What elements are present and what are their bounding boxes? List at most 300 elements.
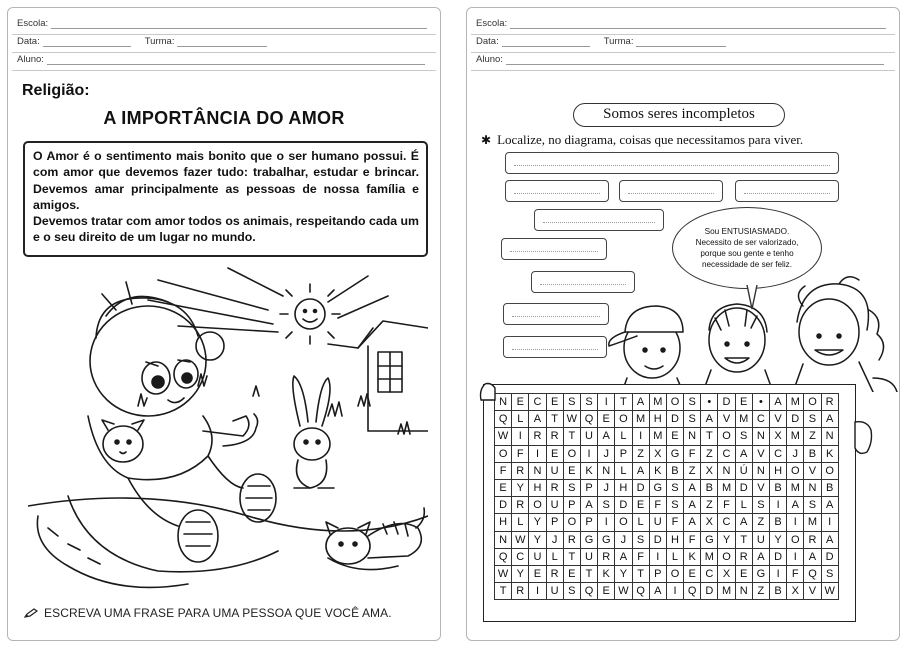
grid-cell[interactable]: D [701, 583, 718, 600]
grid-cell[interactable]: E [495, 479, 512, 496]
grid-cell[interactable]: V [718, 411, 735, 428]
grid-cell[interactable]: S [563, 479, 580, 496]
grid-cell[interactable]: O [563, 514, 580, 531]
grid-cell[interactable]: F [684, 531, 701, 548]
grid-cell[interactable]: Q [804, 565, 821, 582]
grid-cell[interactable]: O [529, 497, 546, 514]
grid-cell[interactable]: P [580, 514, 597, 531]
grid-cell[interactable]: R [512, 462, 529, 479]
grid-cell[interactable]: I [512, 428, 529, 445]
grid-cell[interactable]: G [666, 445, 683, 462]
school-label: Escola: [17, 18, 49, 29]
instruction-text: ESCREVA UMA FRASE PARA UMA PESSOA QUE VOCÊ AMA. [44, 606, 392, 620]
grid-cell[interactable]: M [632, 411, 649, 428]
grid-cell[interactable]: W [563, 411, 580, 428]
grid-cell[interactable]: D [666, 411, 683, 428]
rabbit-icon [293, 376, 334, 488]
grid-cell[interactable]: I [529, 583, 546, 600]
grid-cell[interactable]: G [701, 531, 718, 548]
grid-cell[interactable]: B [770, 479, 787, 496]
grid-cell[interactable]: A [615, 548, 632, 565]
grid-cell[interactable]: G [580, 531, 597, 548]
grid-cell[interactable]: L [666, 548, 683, 565]
grid-cell[interactable]: B [770, 514, 787, 531]
grid-cell[interactable]: I [580, 445, 597, 462]
grid-cell[interactable]: H [495, 514, 512, 531]
grid-cell[interactable]: F [684, 445, 701, 462]
grid-row [495, 411, 839, 428]
grid-cell[interactable]: H [529, 479, 546, 496]
grid-cell[interactable]: I [598, 394, 615, 411]
grid-cell[interactable]: R [512, 497, 529, 514]
grid-cell[interactable]: S [752, 497, 769, 514]
grid-cell[interactable]: F [718, 497, 735, 514]
grid-cell[interactable]: A [821, 497, 838, 514]
grid-cell[interactable]: V [804, 583, 821, 600]
grid-cell[interactable]: W [495, 565, 512, 582]
grid-cell[interactable]: R [529, 428, 546, 445]
girl-cartoon [68, 282, 278, 572]
grid-cell[interactable]: T [615, 394, 632, 411]
grid-cell[interactable]: N [752, 462, 769, 479]
grid-cell[interactable]: J [546, 531, 563, 548]
header-divider [471, 52, 895, 53]
grid-cell[interactable]: A [529, 411, 546, 428]
grid-cell[interactable]: B [770, 583, 787, 600]
grid-cell[interactable]: S [666, 479, 683, 496]
grid-cell[interactable]: P [649, 565, 666, 582]
grid-cell[interactable]: P [580, 479, 597, 496]
header-divider [12, 70, 436, 71]
grid-cell[interactable]: E [598, 411, 615, 428]
grid-cell[interactable]: D [649, 531, 666, 548]
grid-cell[interactable]: I [632, 428, 649, 445]
grid-cell[interactable]: E [546, 394, 563, 411]
grid-cell[interactable]: E [735, 565, 752, 582]
grid-cell[interactable]: A [735, 445, 752, 462]
grid-cell[interactable]: J [598, 445, 615, 462]
grid-cell[interactable]: Ú [735, 462, 752, 479]
grid-cell[interactable]: H [770, 462, 787, 479]
grid-cell[interactable]: V [804, 462, 821, 479]
grid-cell[interactable]: R [563, 531, 580, 548]
grid-cell[interactable]: E [684, 565, 701, 582]
grid-cell[interactable]: I [529, 445, 546, 462]
grid-cell[interactable]: T [495, 583, 512, 600]
grid-cell[interactable]: I [787, 514, 804, 531]
answer-box-9[interactable] [503, 336, 607, 358]
grid-cell[interactable]: E [546, 445, 563, 462]
grid-cell[interactable]: K [684, 548, 701, 565]
left-hand [477, 380, 499, 404]
grid-cell[interactable]: R [512, 583, 529, 600]
girl-with-animals-illustration [28, 266, 428, 596]
grid-cell[interactable]: Q [580, 583, 597, 600]
grid-cell[interactable]: E [529, 565, 546, 582]
grid-cell[interactable]: T [580, 565, 597, 582]
grid-cell[interactable]: Y [718, 531, 735, 548]
grid-cell[interactable]: N [495, 531, 512, 548]
grid-row [495, 462, 839, 479]
word-search-board [483, 384, 856, 622]
grid-cell[interactable]: I [821, 514, 838, 531]
grid-cell[interactable]: A [684, 479, 701, 496]
grid-cell[interactable]: U [529, 548, 546, 565]
grid-cell[interactable]: C [718, 514, 735, 531]
grid-row [495, 531, 839, 548]
grid-cell[interactable]: C [718, 445, 735, 462]
grid-cell[interactable]: A [632, 394, 649, 411]
grid-cell[interactable]: L [615, 462, 632, 479]
grid-cell[interactable]: S [632, 531, 649, 548]
grid-cell[interactable]: P [563, 497, 580, 514]
grid-cell[interactable]: O [666, 394, 683, 411]
grid-cell[interactable]: M [804, 514, 821, 531]
grid-cell[interactable]: E [666, 428, 683, 445]
grid-cell[interactable]: X [718, 565, 735, 582]
header-divider [471, 34, 895, 35]
grid-cell[interactable]: P [546, 514, 563, 531]
grid-cell[interactable]: O [495, 445, 512, 462]
grid-cell[interactable]: S [598, 497, 615, 514]
grid-cell[interactable]: J [598, 479, 615, 496]
grid-cell[interactable]: O [615, 514, 632, 531]
grid-row [495, 428, 839, 445]
grid-cell[interactable]: Z [752, 514, 769, 531]
grid-cell[interactable]: E [598, 583, 615, 600]
grid-cell[interactable]: B [821, 479, 838, 496]
grid-cell[interactable]: R [735, 548, 752, 565]
grid-cell[interactable]: A [649, 583, 666, 600]
grid-cell[interactable]: D [495, 497, 512, 514]
grid-cell[interactable]: O [787, 462, 804, 479]
school-field [476, 18, 886, 29]
grid-cell[interactable]: B [804, 445, 821, 462]
grid-cell[interactable]: S [804, 497, 821, 514]
grid-cell[interactable]: X [787, 583, 804, 600]
grid-cell[interactable]: U [580, 548, 597, 565]
grid-cell[interactable]: U [580, 428, 597, 445]
grid-cell[interactable]: E [632, 497, 649, 514]
grid-cell[interactable]: O [563, 445, 580, 462]
grid-cell[interactable]: A [598, 428, 615, 445]
grid-cell[interactable]: A [787, 497, 804, 514]
grid-cell[interactable]: M [787, 428, 804, 445]
grid-cell[interactable]: R [546, 428, 563, 445]
grid-cell[interactable]: N [495, 394, 512, 411]
grid-cell[interactable]: S [666, 497, 683, 514]
grid-cell[interactable]: Q [580, 411, 597, 428]
answer-box-1[interactable] [505, 152, 839, 174]
grid-cell[interactable]: N [821, 428, 838, 445]
grid-cell[interactable]: N [718, 462, 735, 479]
grid-cell[interactable]: W [821, 583, 838, 600]
date-class-field [17, 36, 267, 47]
grid-cell[interactable]: C [752, 411, 769, 428]
grid-cell[interactable]: M [735, 411, 752, 428]
grid-row [495, 565, 839, 582]
grid-cell[interactable]: • [701, 394, 718, 411]
school-field [17, 18, 427, 29]
grid-cell[interactable]: M [718, 583, 735, 600]
grid-cell[interactable]: Z [752, 583, 769, 600]
grid-cell[interactable]: M [787, 479, 804, 496]
answer-box-3[interactable] [619, 180, 723, 202]
student-field [476, 54, 884, 65]
grid-cell[interactable]: D [821, 548, 838, 565]
answer-box-8[interactable] [503, 303, 609, 325]
grid-cell[interactable]: A [632, 462, 649, 479]
grid-cell[interactable]: O [615, 411, 632, 428]
grid-cell[interactable]: V [752, 445, 769, 462]
grid-cell[interactable]: C [512, 548, 529, 565]
grid-cell[interactable]: R [546, 479, 563, 496]
grid-cell[interactable]: P [615, 445, 632, 462]
grid-cell[interactable]: C [529, 394, 546, 411]
grid-cell[interactable]: B [701, 479, 718, 496]
grid-cell[interactable]: A [752, 548, 769, 565]
grid-cell[interactable]: E [563, 462, 580, 479]
grid-cell[interactable]: T [546, 411, 563, 428]
grid-cell[interactable]: S [684, 394, 701, 411]
grid-cell[interactable]: T [563, 548, 580, 565]
grid-row [495, 445, 839, 462]
grid-cell[interactable]: A [770, 394, 787, 411]
grid-cell[interactable]: A [821, 411, 838, 428]
grid-cell[interactable]: S [804, 411, 821, 428]
grid-cell[interactable]: Q [632, 583, 649, 600]
grid-cell[interactable]: Q [495, 548, 512, 565]
grid-cell[interactable]: F [649, 497, 666, 514]
speech-line: Necessito de ser valorizado, [695, 238, 799, 247]
grid-cell[interactable]: O [718, 428, 735, 445]
grid-cell[interactable]: M [649, 394, 666, 411]
task-text: Localize, no diagrama, coisas que necessitamos para viver. [497, 132, 804, 147]
grid-cell[interactable]: D [770, 548, 787, 565]
grid-cell[interactable]: Y [529, 531, 546, 548]
grid-cell[interactable]: Y [512, 565, 529, 582]
grid-cell[interactable]: Y [770, 531, 787, 548]
speech-line: Sou ENTUSIASMADO. [704, 227, 790, 236]
grid-cell[interactable]: D [787, 411, 804, 428]
grid-cell[interactable]: U [546, 583, 563, 600]
class-label: Turma: [603, 36, 634, 47]
grid-cell[interactable]: E [563, 565, 580, 582]
grid-cell[interactable]: F [512, 445, 529, 462]
grid-cell[interactable]: O [821, 462, 838, 479]
answer-box-4[interactable] [735, 180, 839, 202]
grid-cell[interactable]: I [770, 497, 787, 514]
grid-cell[interactable]: V [752, 479, 769, 496]
grid-cell[interactable]: I [787, 548, 804, 565]
grid-cell[interactable]: Y [615, 565, 632, 582]
grid-cell[interactable]: • [752, 394, 769, 411]
grid-cell[interactable]: Y [529, 514, 546, 531]
grid-cell[interactable]: H [666, 531, 683, 548]
grid-cell[interactable]: L [632, 514, 649, 531]
grid-cell[interactable]: H [649, 411, 666, 428]
grid-cell[interactable]: O [666, 565, 683, 582]
grid-cell[interactable]: I [666, 583, 683, 600]
grid-cell[interactable]: E [512, 394, 529, 411]
grid-cell[interactable]: U [546, 497, 563, 514]
speech-line: necessidade de ser feliz. [701, 260, 793, 269]
grid-cell[interactable]: Z [701, 497, 718, 514]
grid-cell[interactable]: Q [684, 583, 701, 600]
grid-cell[interactable]: A [701, 411, 718, 428]
grid-cell[interactable]: D [615, 497, 632, 514]
grid-cell[interactable]: T [632, 565, 649, 582]
grid-cell[interactable]: A [804, 548, 821, 565]
answer-box-5[interactable] [534, 209, 664, 231]
grid-cell[interactable]: C [701, 565, 718, 582]
grid-cell[interactable]: L [615, 428, 632, 445]
date-line[interactable] [43, 38, 131, 47]
grid-cell[interactable]: M [649, 428, 666, 445]
grid-cell[interactable]: S [563, 394, 580, 411]
grid-cell[interactable]: F [632, 548, 649, 565]
grid-cell[interactable]: I [649, 548, 666, 565]
grid-cell[interactable]: J [615, 531, 632, 548]
grid-cell[interactable]: M [718, 479, 735, 496]
grid-cell[interactable]: A [684, 497, 701, 514]
grid-cell[interactable]: R [598, 548, 615, 565]
grid-cell[interactable]: Z [684, 462, 701, 479]
grid-cell[interactable]: J [787, 445, 804, 462]
grid-cell[interactable]: R [546, 565, 563, 582]
grid-cell[interactable]: X [701, 514, 718, 531]
worksheet-right [466, 7, 900, 641]
grid-cell[interactable]: K [649, 462, 666, 479]
grid-cell[interactable]: O [718, 548, 735, 565]
grid-cell[interactable]: L [512, 514, 529, 531]
grid-cell[interactable]: W [512, 531, 529, 548]
grid-cell[interactable]: O [787, 531, 804, 548]
grid-cell[interactable]: F [495, 462, 512, 479]
grid-cell[interactable]: V [770, 411, 787, 428]
grid-cell[interactable]: S [821, 565, 838, 582]
grid-cell[interactable]: I [770, 565, 787, 582]
grid-cell[interactable]: N [529, 462, 546, 479]
answer-box-2[interactable] [505, 180, 609, 202]
grid-cell[interactable]: K [821, 445, 838, 462]
grid-cell[interactable]: T [735, 531, 752, 548]
grid-cell[interactable]: L [546, 548, 563, 565]
grid-cell[interactable]: Y [512, 479, 529, 496]
grid-cell[interactable]: R [804, 531, 821, 548]
grid-cell[interactable]: H [615, 479, 632, 496]
grid-cell[interactable]: F [666, 514, 683, 531]
grid-cell[interactable]: S [684, 411, 701, 428]
grid-cell[interactable]: X [701, 462, 718, 479]
grid-cell[interactable]: U [752, 531, 769, 548]
grid-cell[interactable]: A [821, 531, 838, 548]
grid-cell[interactable]: F [787, 565, 804, 582]
grid-cell[interactable]: U [546, 462, 563, 479]
grid-cell[interactable]: B [666, 462, 683, 479]
grid-cell[interactable]: A [684, 514, 701, 531]
grid-cell[interactable]: L [735, 497, 752, 514]
speech-line: porque sou gente e tenho [700, 249, 794, 258]
grid-cell[interactable]: E [735, 394, 752, 411]
answer-box-6[interactable] [501, 238, 607, 260]
grid-row [495, 497, 839, 514]
grid-cell[interactable]: O [804, 394, 821, 411]
date-class-field [476, 36, 726, 47]
grid-cell[interactable]: N [735, 583, 752, 600]
date-line[interactable] [502, 38, 590, 47]
grid-cell[interactable]: N [804, 479, 821, 496]
grid-cell[interactable]: D [632, 479, 649, 496]
grid-cell[interactable]: S [735, 428, 752, 445]
grid-cell[interactable]: Q [495, 411, 512, 428]
grid-cell[interactable]: D [735, 479, 752, 496]
student-line[interactable] [47, 56, 425, 65]
grid-cell[interactable]: U [649, 514, 666, 531]
grid-cell[interactable]: S [563, 583, 580, 600]
grid-row [495, 583, 839, 600]
kitten-icon [102, 420, 144, 462]
class-label: Turma: [144, 36, 175, 47]
school-line[interactable] [51, 20, 427, 29]
grid-cell[interactable]: I [598, 514, 615, 531]
grid-cell[interactable]: Z [701, 445, 718, 462]
grid-cell[interactable]: Z [632, 445, 649, 462]
grid-cell[interactable]: M [787, 394, 804, 411]
grid-cell[interactable]: W [615, 583, 632, 600]
grid-cell[interactable]: M [701, 548, 718, 565]
subject-label: Religião: [22, 82, 90, 99]
school-line[interactable] [510, 20, 886, 29]
student-label: Aluno: [476, 54, 503, 65]
grid-cell[interactable]: X [770, 428, 787, 445]
header-divider [12, 34, 436, 35]
grid-cell[interactable]: S [580, 394, 597, 411]
class-line[interactable] [636, 38, 726, 47]
grid-cell[interactable]: N [598, 462, 615, 479]
grid-cell[interactable]: G [598, 531, 615, 548]
grid-cell[interactable]: K [580, 462, 597, 479]
sun-icon [280, 284, 340, 344]
grid-cell[interactable]: Z [804, 428, 821, 445]
grid-cell[interactable]: W [495, 428, 512, 445]
star-icon: ✱ [481, 132, 492, 147]
grid-row [495, 548, 839, 565]
grid-cell[interactable]: L [512, 411, 529, 428]
grid-cell[interactable]: R [821, 394, 838, 411]
grid-cell[interactable]: N [684, 428, 701, 445]
pencil-icon [24, 608, 38, 618]
grid-cell[interactable]: G [752, 565, 769, 582]
grid-row [495, 514, 839, 531]
grid-cell[interactable]: G [649, 479, 666, 496]
house-icon [328, 321, 428, 431]
grid-cell[interactable]: D [718, 394, 735, 411]
grid-cell[interactable]: K [598, 565, 615, 582]
student-line[interactable] [506, 56, 884, 65]
grid-cell[interactable]: X [649, 445, 666, 462]
grid-cell[interactable]: C [770, 445, 787, 462]
date-label: Data: [17, 36, 40, 47]
student-label: Aluno: [17, 54, 44, 65]
grid-cell[interactable]: N [752, 428, 769, 445]
grid-cell[interactable]: A [580, 497, 597, 514]
grid-cell[interactable]: A [735, 514, 752, 531]
class-line[interactable] [177, 38, 267, 47]
grid-cell[interactable]: T [701, 428, 718, 445]
paragraph-animals: Devemos tratar com amor todos os animais, respeitando cada um e o seu direito de um lugar no mundo. [33, 214, 419, 245]
grid-cell[interactable]: T [563, 428, 580, 445]
